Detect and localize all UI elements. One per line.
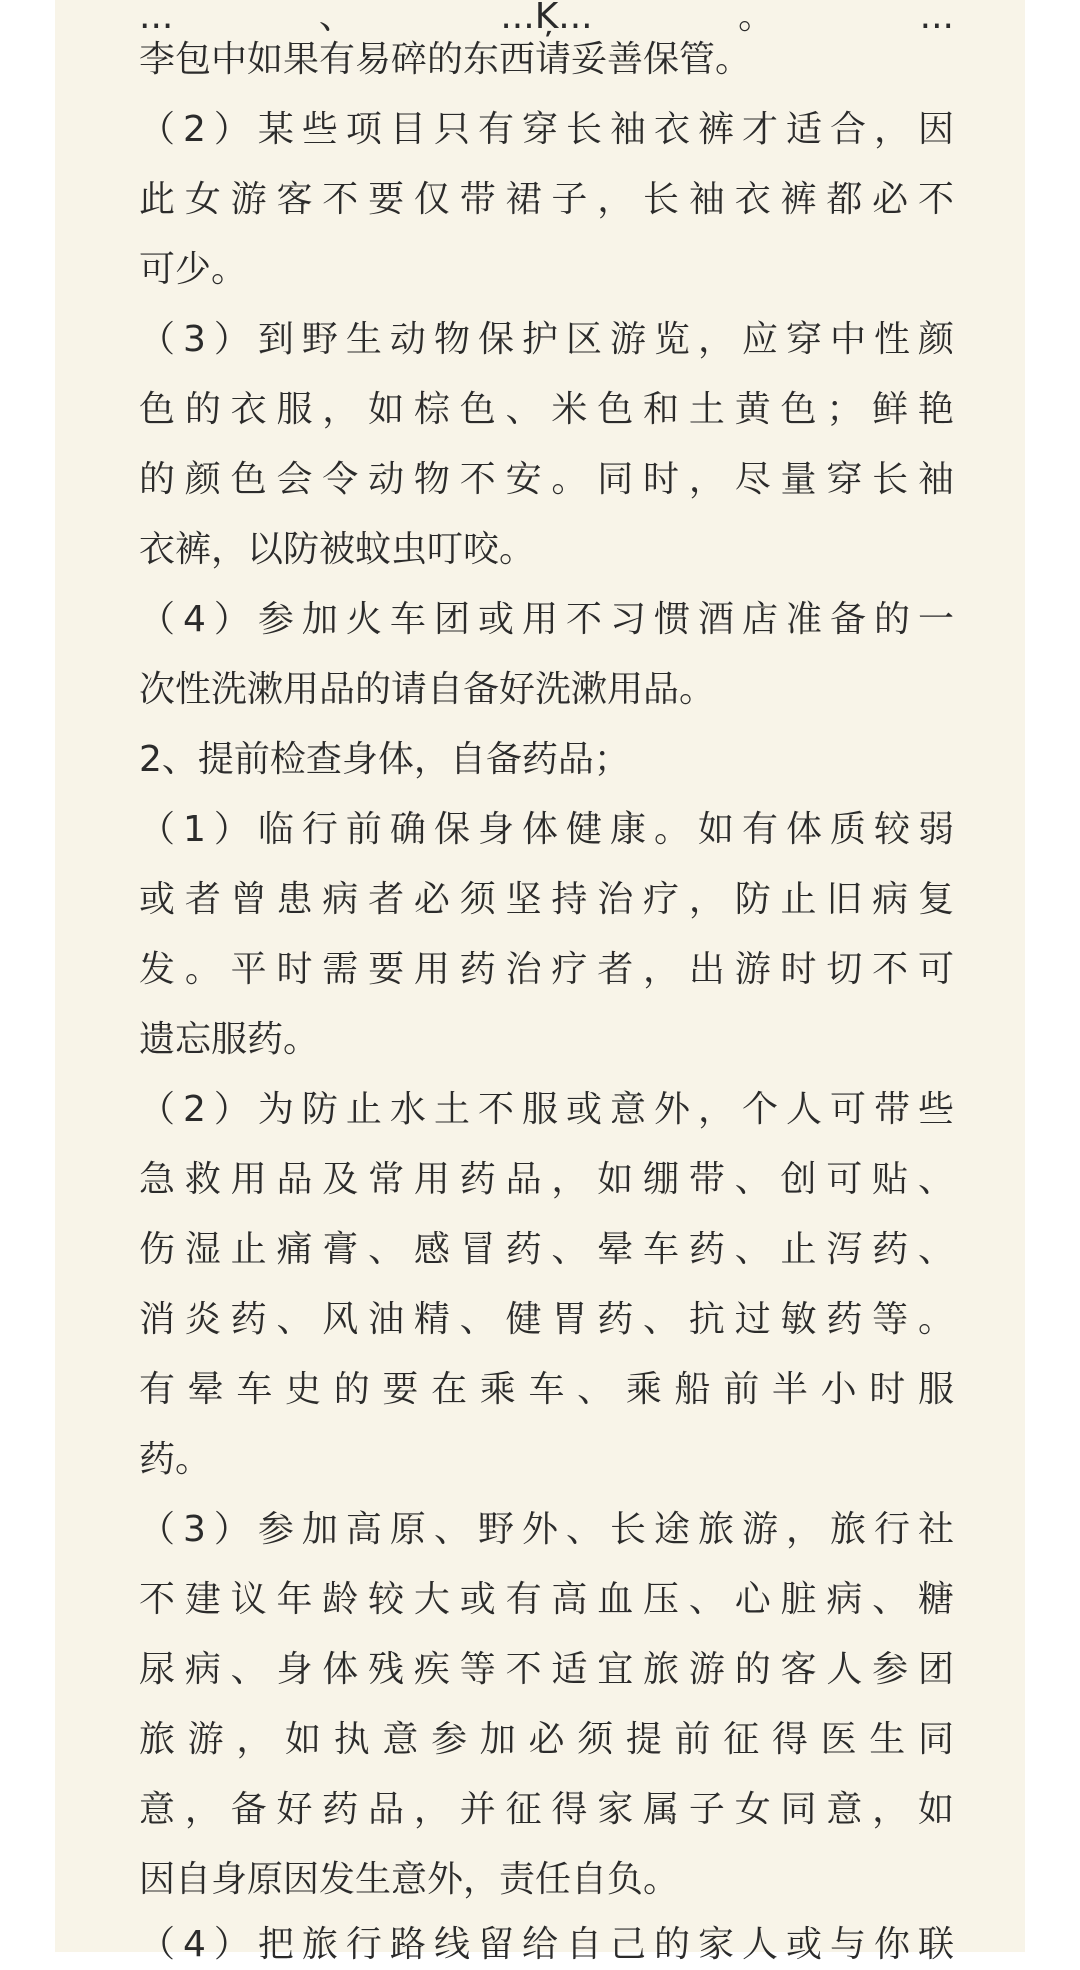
text-line: 可少。 bbox=[139, 249, 248, 290]
text-line: （3）到野生动物保护区游览，应穿中性颜 bbox=[139, 319, 954, 360]
text-line: 色的衣服，如棕色、米色和土黄色；鲜艳 bbox=[139, 389, 954, 430]
text-line: 发。平时需要用药治疗者，出游时切不可 bbox=[139, 949, 954, 990]
text-line: （2）某些项目只有穿长袖衣裤才适合，因 bbox=[139, 109, 954, 150]
text-line: 消炎药、风油精、健胃药、抗过敏药等。 bbox=[139, 1299, 954, 1340]
text-line: 意，备好药品，并征得家属子女同意，如 bbox=[139, 1789, 954, 1830]
text-line: 伤湿止痛膏、感冒药、晕车药、止泻药、 bbox=[139, 1229, 954, 1270]
text-line: （1）临行前确保身体健康。如有体质较弱 bbox=[139, 809, 954, 850]
text-line: ...、...Ķ...。... bbox=[139, 0, 954, 37]
text-line: 或者曾患病者必须坚持治疗，防止旧病复 bbox=[139, 879, 954, 920]
text-line: 药。 bbox=[139, 1439, 212, 1480]
text-line: 衣裤，以防被蚊虫叮咬。 bbox=[139, 529, 536, 570]
text-line: 不建议年龄较大或有高血压、心脏病、糖 bbox=[139, 1579, 954, 1620]
text-line: 此女游客不要仅带裙子，长袖衣裤都必不 bbox=[139, 179, 954, 220]
text-line: 因自身原因发生意外，责任自负。 bbox=[139, 1859, 680, 1900]
text-line: 次性洗漱用品的请自备好洗漱用品。 bbox=[139, 669, 716, 710]
text-line: 急救用品及常用药品，如绷带、创可贴、 bbox=[139, 1159, 954, 1200]
text-line: （4）参加火车团或用不习惯酒店准备的一 bbox=[139, 599, 954, 640]
text-line: （2）为防止水土不服或意外，个人可带些 bbox=[139, 1089, 954, 1130]
text-line: 李包中如果有易碎的东西请妥善保管。 bbox=[139, 39, 752, 80]
text-line: 的颜色会令动物不安。同时，尽量穿长袖 bbox=[139, 459, 954, 500]
text-line: （3）参加高原、野外、长途旅游，旅行社 bbox=[139, 1509, 954, 1550]
text-line: 有晕车史的要在乘车、乘船前半小时服 bbox=[139, 1369, 954, 1410]
text-line: 遗忘服药。 bbox=[139, 1019, 320, 1060]
text-line: （4）把旅行路线留给自己的家人或与你联 bbox=[139, 1924, 954, 1965]
text-line: 旅游，如执意参加必须提前征得医生同 bbox=[139, 1719, 954, 1760]
article-page bbox=[55, 0, 1025, 1965]
section-heading: 2、提前检查身体，自备药品； bbox=[139, 739, 630, 780]
text-line: 尿病、身体残疾等不适宜旅游的客人参团 bbox=[139, 1649, 954, 1690]
